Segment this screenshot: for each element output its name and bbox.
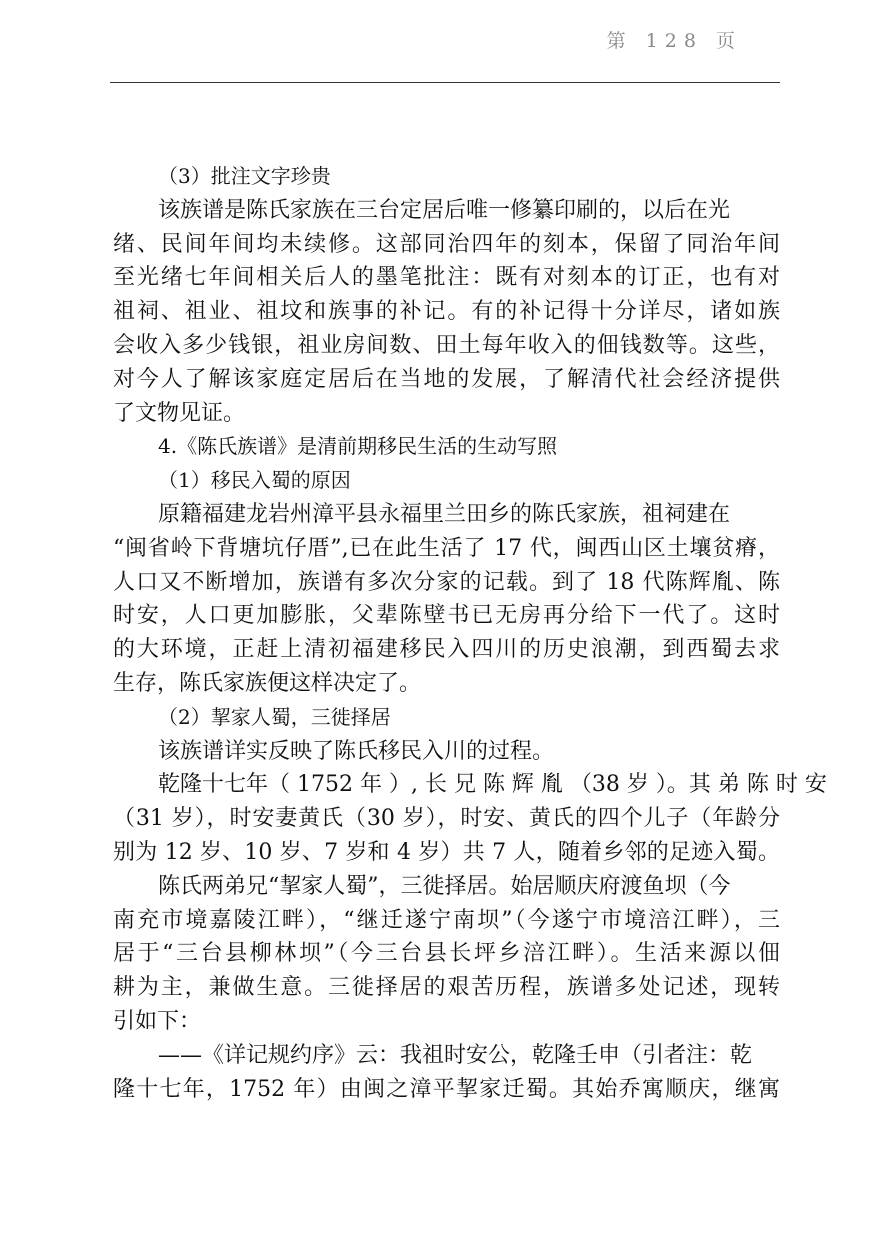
subheading: （2）挈家人蜀，三徙择居 — [158, 704, 391, 729]
page-number: 第 128 页 — [606, 30, 742, 52]
section-heading: 4.《陈氏族谱》是清前期移民生活的生动写照 — [158, 434, 558, 459]
document-body — [113, 160, 827, 1106]
paragraph-line: “闽省岭下背塘坑仔厝”,已在此生活了 17 代，闽西山区土壤贫瘠， — [113, 535, 780, 561]
paragraph-line: 隆十七年，1752 年）由闽之漳平挈家迁蜀。其始乔寓顺庆，继寓 — [113, 1076, 780, 1102]
paragraph-line: （31 岁），时安妻黄氏（30 岁），时安、黄氏的四个儿子（年龄分 — [113, 806, 780, 832]
paragraph-line: 祖祠、祖业、祖坟和族事的补记。有的补记得十分详尽，诸如族 — [113, 299, 780, 325]
paragraph-line: 会收入多少钱银，祖业房间数、田土每年收入的佃钱数等。这些， — [113, 332, 780, 358]
subheading: （1）移民入蜀的原因 — [158, 468, 351, 493]
paragraph-line: 至光绪七年间相关后人的墨笔批注：既有对刻本的订正，也有对 — [113, 265, 780, 291]
paragraph-line: 时安，人口更加膨胀，父辈陈壁书已无房再分给下一代了。这时 — [113, 603, 780, 629]
paragraph-line: 南充市境嘉陵江畔），“继迁遂宁南坝”（今遂宁市境涪江畔），三 — [113, 907, 780, 933]
paragraph-line: 居于“三台县柳林坝”（今三台县长坪乡涪江畔）。生活来源以佃 — [113, 941, 780, 967]
paragraph-line: 人口又不断增加，族谱有多次分家的记载。到了 18 代陈辉胤、陈 — [113, 569, 780, 595]
subheading: （3）批注文字珍贵 — [158, 164, 331, 188]
paragraph-line: 陈氏两弟兄“挈家人蜀”，三徙择居。始居顺庆府渡鱼坝（今 — [158, 873, 731, 899]
paragraph-line: 对今人了解该家庭定居后在当地的发展，了解清代社会经济提供 — [113, 366, 780, 392]
paragraph-line: 生存，陈氏家族便这样决定了。 — [113, 670, 422, 696]
paragraph-line: 别为 12 岁、10 岁、7 岁和 4 岁）共 7 人，随着乡邻的足迹入蜀。 — [113, 839, 780, 865]
paragraph-line: 了文物见证。 — [113, 400, 246, 426]
paragraph-line: 该族谱是陈氏家族在三台定居后唯一修纂印刷的，以后在光 — [158, 197, 731, 223]
paragraph-line: 该族谱详实反映了陈氏移民入川的过程。 — [158, 738, 555, 764]
paragraph-line: 乾隆十七年（ 1752 年 ）, 长 兄 陈 辉 胤 （38 岁 ）。其 弟 陈 时 安 — [158, 772, 827, 798]
paragraph-line: 耕为主，兼做生意。三徙择居的艰苦历程，族谱多处记述，现转 — [113, 975, 780, 1001]
page-header — [110, 0, 780, 83]
paragraph-line: 的大环境，正赶上清初福建移民入四川的历史浪潮，到西蜀去求 — [113, 637, 780, 663]
paragraph-line: ——《详记规约序》云：我祖时安公，乾隆壬申（引者注：乾 — [158, 1042, 753, 1068]
paragraph-line: 引如下： — [113, 1008, 202, 1034]
paragraph-line: 绪、民间年间均未续修。这部同治四年的刻本，保留了同治年间 — [113, 231, 780, 257]
paragraph-line: 原籍福建龙岩州漳平县永福里兰田乡的陈氏家族，祖祠建在 — [158, 501, 731, 527]
